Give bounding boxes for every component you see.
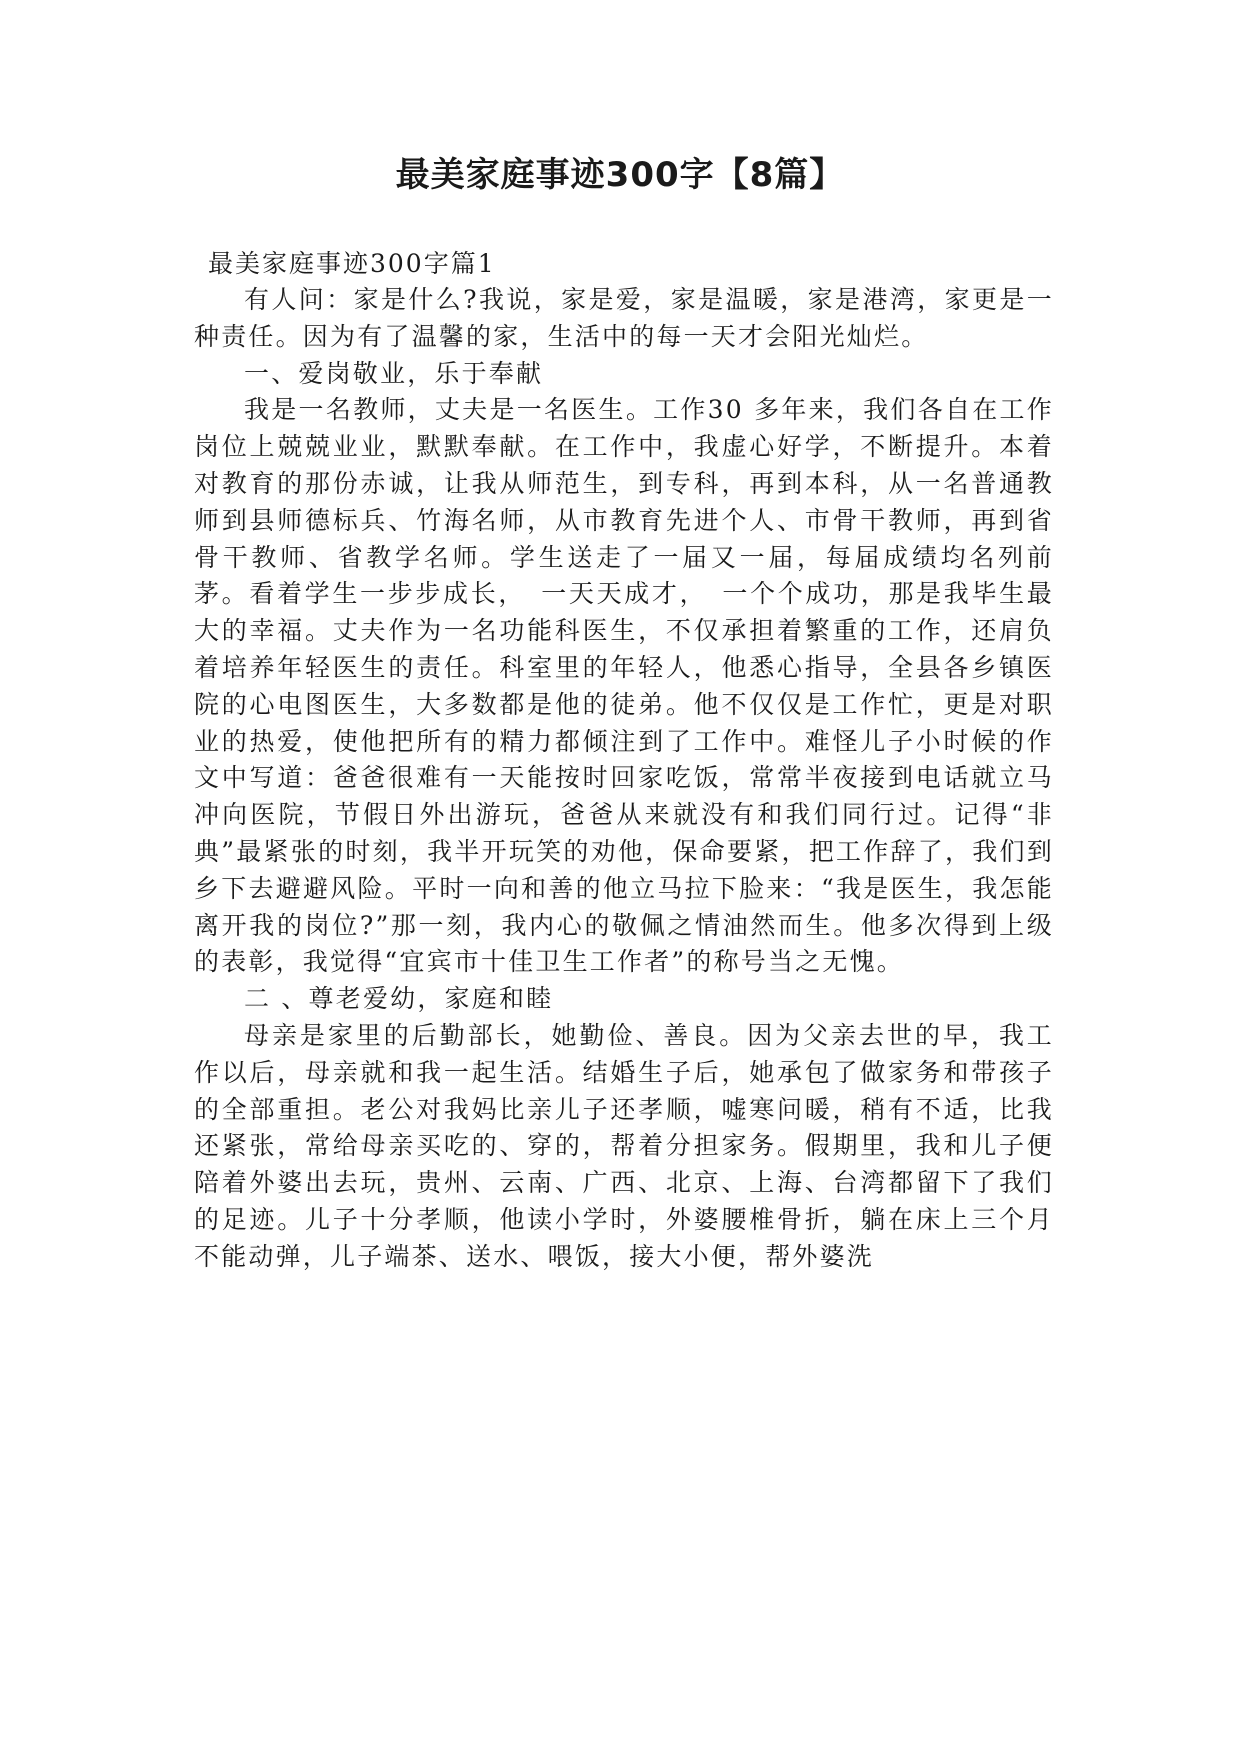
paragraph-section-1: 我是一名教师，丈夫是一名医生。工作30 多年来，我们各自在工作岗位上兢兢业业，默默奉献。在工作中，我虚心好学，不断提升。本着对教育的那份赤诚，让我从师范生，到专科，再到本科，从一名普通教师到县师德标兵、竹海名师，从市教育先进个人、市骨干教师，再到省骨干教师、省教学名师。学生送走了一届又一届，每届成绩均名列前茅。看着学生一步步成长， 一天天成才， 一个个成功，那是我毕生最大的幸福。丈夫作为一名功能科医生，不仅承担着繁重的工作，还肩负着培养年轻医生的责任。科室里的年轻人，他悉心指导，全县各乡镇医院的心电图医生，大多数都是他的徒弟。他不仅仅是工作忙，更是对职业的热爱，使他把所有的精力都倾注到了工作中。难怪儿子小时候的作文中写道：爸爸很难有一天能按时回家吃饭，常常半夜接到电话就立马冲向医院，节假日外出游玩，爸爸从来就没有和我们同行过。记得“非典”最紧张的时刻，我半开玩笑的劝他，保命要紧，把工作辞了，我们到乡下去避避风险。平时一向和善的他立马拉下脸来：“我是医生，我怎能离开我的岗位?”那一刻，我内心的敬佩之情油然而生。他多次得到上级的表彰，我觉得“宜宾市十佳卫生工作者”的称号当之无愧。: [194, 395, 1054, 977]
document-title: 最美家庭事迹300字【8篇】: [395, 155, 845, 195]
document-body: [194, 282, 1054, 1276]
article-heading: 最美家庭事迹300字篇1: [208, 249, 496, 278]
paragraph-section-2: 母亲是家里的后勤部长，她勤俭、善良。因为父亲去世的早，我工作以后，母亲就和我一起生活。结婚生子后，她承包了做家务和带孩子的全部重担。老公对我妈比亲儿子还孝顺，嘘寒问暖，稍有不适，比我还紧张，常给母亲买吃的、穿的，帮着分担家务。假期里，我和儿子便陪着外婆出去玩，贵州、云南、广西、北京、上海、台湾都留下了我们的足迹。儿子十分孝顺，他读小学时，外婆腰椎骨折，躺在床上三个月不能动弹，儿子端茶、送水、喂饭，接大小便，帮外婆洗: [194, 1020, 1054, 1271]
section-heading-2: 二 、尊老爱幼，家庭和睦: [244, 984, 554, 1014]
section-heading-1: 一、爱岗敬业，乐于奉献: [244, 358, 544, 388]
paragraph-intro: 有人问：家是什么?我说，家是爱，家是温暖，家是港湾，家更是一种责任。因为有了温馨的家，生活中的每一天才会阳光灿烂。: [194, 285, 1054, 351]
